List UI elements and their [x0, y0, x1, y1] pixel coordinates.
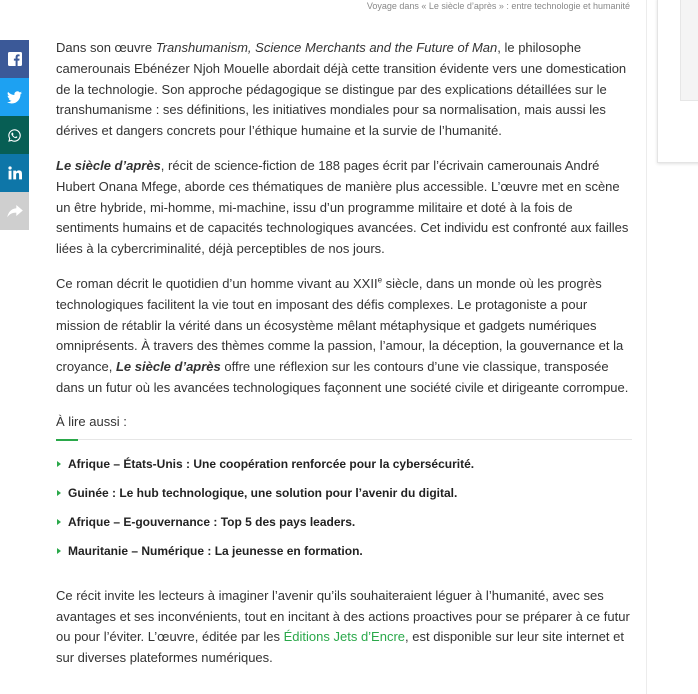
read-also-list	[56, 450, 632, 566]
sidebar-widget-inner	[680, 0, 698, 101]
share-icon	[7, 205, 23, 218]
read-also-divider	[56, 439, 632, 440]
read-also-item[interactable]	[56, 450, 632, 479]
article-paragraph-1	[56, 38, 632, 142]
article-paragraph-3	[56, 274, 632, 399]
article-paragraph-2	[56, 156, 632, 260]
linkedin-share-button[interactable]	[0, 154, 29, 192]
read-also-accent	[56, 439, 78, 441]
read-also-item[interactable]	[56, 508, 632, 537]
paragraph-text: Dans son œuvre	[56, 40, 156, 55]
paragraph-text: , le philosophe camerounais Ebénézer Njoh Mouelle abordait déjà cette transition évidente vers une domestication de la technologie. Son approche pédagogique se distingue par des explications détaillées sur le transhumanisme : ses définitions, les initiatives mondiales pour sa normalisation, mais aussi les dérives et dangers concrets pour l’éthique humaine et la survie de l’humanité.	[56, 40, 627, 139]
read-also-link[interactable]: Guinée : Le hub technologique, une solution pour l’avenir du digital.	[68, 485, 458, 500]
facebook-share-button[interactable]	[0, 40, 29, 78]
paragraph-text: Ce récit invite les lecteurs à imaginer l’avenir qu’ils souhaiteraient léguer à l’humanité, avec ses avantages et ses inconvénients, tout en incitant à des actions proactives pour se préparer à ce futur ou pour l’éviter. L’œuvre, éditée par les	[56, 587, 630, 645]
paragraph-text: , est disponible sur leur site internet et sur diverses plateformes numériques.	[56, 629, 624, 666]
twitter-icon	[7, 91, 22, 104]
book-title: Le siècle d’après	[115, 359, 221, 375]
whatsapp-icon	[7, 128, 22, 143]
book-title: Transhumanism, Science Merchants and the Future of Man	[155, 40, 498, 55]
whatsapp-share-button[interactable]	[0, 116, 29, 154]
paragraph-text: siècle, dans un monde où les progrès technologiques facilitent la vie tout en imposant des défis complexes. Le protagoniste a pour mission de rétablir la vérité dans un écosystème mêlant métaphysique et gadgets numériques omniprésents. À travers des thèmes comme la passion, l’amour, la déception, la gouvernance et la croyance,	[56, 275, 624, 375]
twitter-share-button[interactable]	[0, 78, 29, 116]
article-paragraph-4	[56, 586, 632, 669]
paragraph-text: offre une réflexion sur les contours d’une vie classique, transposée dans un futur où les avancées technologiques façonnent une société civile et dirigeante corrompue.	[56, 359, 629, 395]
superscript: e	[377, 275, 383, 285]
paragraph-text: , récit de science-fiction de 188 pages écrit par l’écrivain camerounais André Hubert Onana Mfege, aborde ces thématiques de manière plus accessible. L’œuvre met en scène un être hybride, mi-homme, mi-machine, issu d’un programme militaire et doté à la fois de sentiments humains et de capacités technologiques avancées. Cet individu est confronté aux failles liées à la cybercriminalité, déjà perceptibles de nos jours.	[56, 157, 629, 257]
arrow-right-icon	[57, 490, 61, 496]
read-also-link[interactable]: Mauritanie – Numérique : La jeunesse en formation.	[68, 543, 363, 558]
sidebar-widget	[657, 0, 698, 163]
breadcrumb: Voyage dans « Le siècle d’après » : entre technologie et humanité	[366, 1, 630, 11]
read-also-item[interactable]	[56, 537, 632, 566]
share-button[interactable]	[0, 192, 29, 230]
share-bar	[0, 40, 29, 230]
read-also-title: À lire aussi :	[56, 413, 127, 429]
article-body	[56, 38, 632, 683]
arrow-right-icon	[57, 519, 61, 525]
arrow-right-icon	[57, 461, 61, 467]
read-also-link[interactable]: Afrique – E-gouvernance : Top 5 des pays leaders.	[68, 514, 356, 529]
publisher-link[interactable]: Éditions Jets d’Encre	[283, 629, 406, 645]
paragraph-text: Ce roman décrit le quotidien d’un homme vivant au XXII	[56, 275, 378, 291]
read-also-item[interactable]	[56, 479, 632, 508]
facebook-icon	[8, 52, 22, 66]
book-title: Le siècle d’après	[56, 157, 161, 173]
content-divider	[646, 0, 647, 694]
arrow-right-icon	[57, 548, 61, 554]
read-also-link[interactable]: Afrique – États-Unis : Une coopération renforcée pour la cybersécurité.	[68, 456, 475, 471]
linkedin-icon	[8, 166, 22, 180]
